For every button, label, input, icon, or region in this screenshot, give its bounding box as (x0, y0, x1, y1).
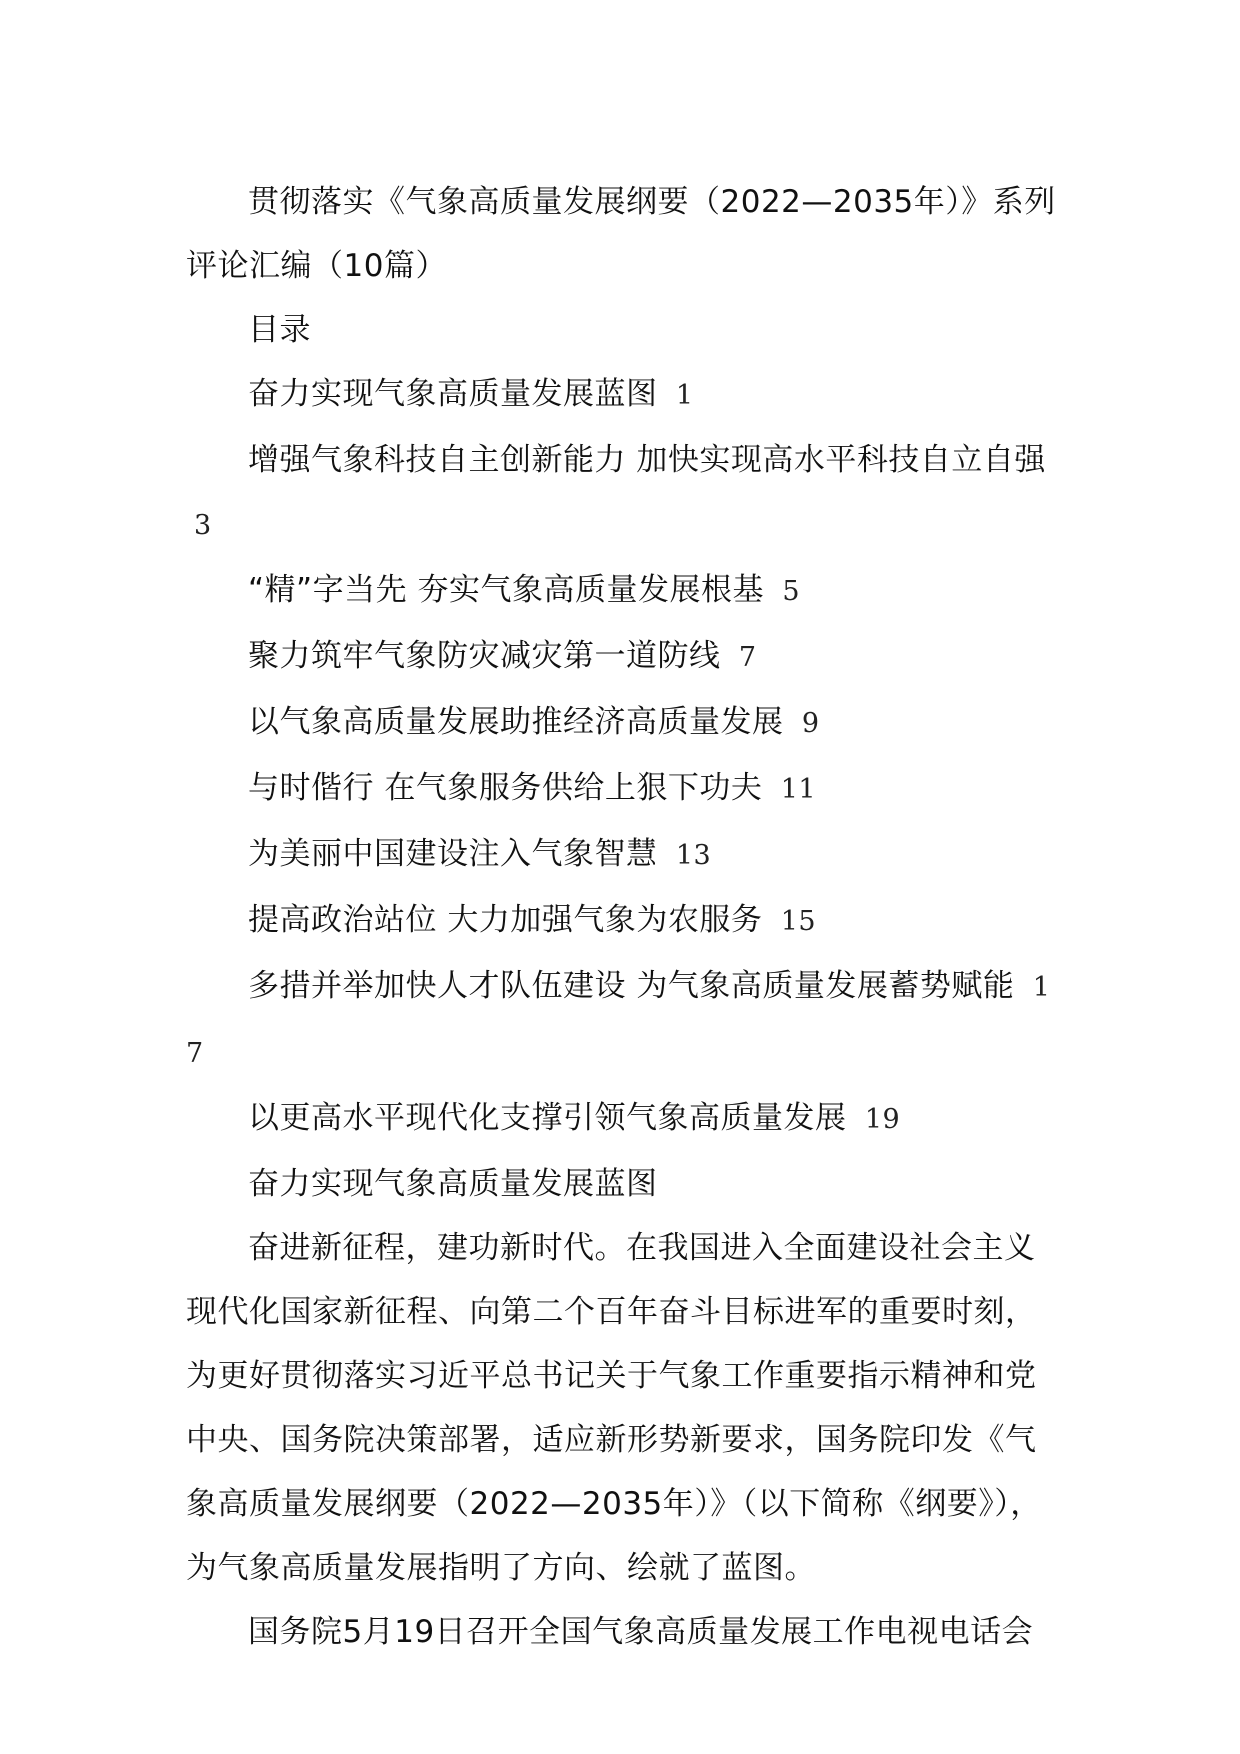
toc-item-page: 15 (780, 906, 817, 937)
table-of-contents (186, 362, 1058, 1152)
toc-item-title: 为美丽中国建设注入气象智慧 (248, 836, 658, 872)
toc-item[interactable] (186, 954, 1058, 1086)
toc-item[interactable] (186, 888, 1058, 954)
document-title: 贯彻落实《气象高质量发展纲要（2022—2035年）》系列评论汇编（10篇） (186, 184, 1056, 284)
toc-item-title: 以气象高质量发展助推经济高质量发展 (248, 704, 784, 740)
toc-item-page: 11 (780, 774, 817, 805)
toc-item-title: 提高政治站位 大力加强气象为农服务 (248, 902, 763, 938)
section-heading: 奋力实现气象高质量发展蓝图 (248, 1166, 658, 1202)
toc-item-title: 聚力筑牢气象防灾减灾第一道防线 (248, 638, 721, 674)
toc-item[interactable] (186, 362, 1058, 428)
toc-item-page: 13 (675, 840, 712, 871)
body-paragraph: 奋进新征程，建功新时代。在我国进入全面建设社会主义现代化国家新征程、向第二个百年奋斗目标进军的重要时刻，为更好贯彻落实习近平总书记关于气象工作重要指示精神和党中央、国务院决策部署，适应新形势新要求，国务院印发《气象高质量发展纲要（2022—2035年）》（以下简称《纲要》），为气象高质量发展指明了方向、绘就了蓝图。 (186, 1230, 1042, 1586)
toc-item[interactable] (186, 428, 1058, 558)
toc-item-title: “精”字当先 夯实气象高质量发展根基 (248, 572, 764, 608)
toc-heading: 目录 (248, 312, 311, 348)
toc-item-page: 19 (864, 1104, 901, 1135)
toc-item[interactable] (186, 690, 1058, 756)
toc-item[interactable] (186, 822, 1058, 888)
toc-item-title: 以更高水平现代化支撑引领气象高质量发展 (248, 1100, 847, 1136)
toc-item-page: 9 (801, 708, 820, 739)
toc-item-page: 7 (738, 642, 757, 673)
toc-item-title: 多措并举加快人才队伍建设 为气象高质量发展蓄势赋能 (248, 968, 1015, 1004)
toc-item-page: 17 (186, 972, 1051, 1069)
body-paragraph: 国务院5月19日召开全国气象高质量发展工作电视电话会 (248, 1614, 1034, 1650)
toc-item-page: 3 (194, 510, 212, 541)
toc-item-title: 奋力实现气象高质量发展蓝图 (248, 376, 658, 412)
toc-item[interactable] (186, 558, 1058, 624)
toc-item-page: 1 (675, 380, 694, 411)
toc-item[interactable] (186, 1086, 1058, 1152)
toc-item-title: 与时偕行 在气象服务供给上狠下功夫 (248, 770, 763, 806)
toc-item-page: 5 (782, 576, 801, 607)
toc-item[interactable] (186, 624, 1058, 690)
toc-item-title: 增强气象科技自主创新能力 加快实现高水平科技自立自强 (248, 442, 1046, 478)
toc-item[interactable] (186, 756, 1058, 822)
